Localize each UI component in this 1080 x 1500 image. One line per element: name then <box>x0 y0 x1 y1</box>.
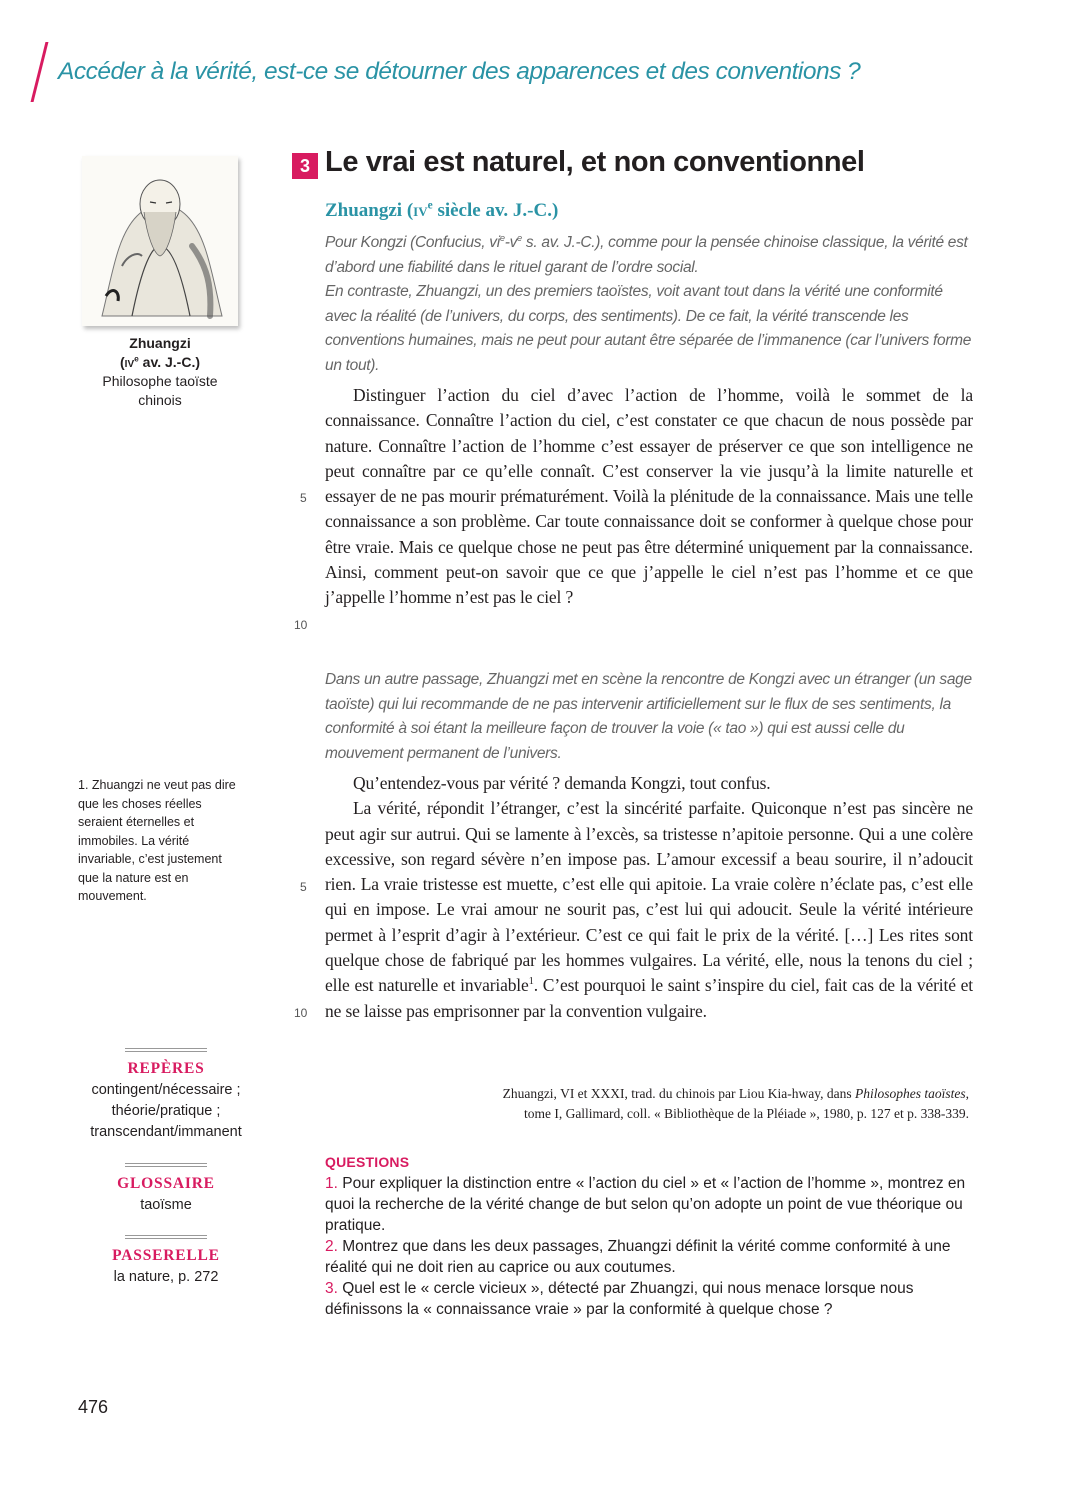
excerpt-1-paragraph: Distinguer l’action du ciel d’avec l’action de l’homme, voilà le sommet de la connaissance. Connaître l’action du ciel, c’est constater ce que chacun de nous possède par nature. Connaître l’action de l’homme c’est essayer de préserver ce que son intelligence ne peut connaître par ce qu’elle connaît. C’est conserver la vie jusqu’à la limite naturelle et essayer de ne pas mourir prématurément. Voilà la plénitude de la connaissance. Mais une telle connaissance a son problème. Car toute connaissance doit se conformer à quelque chose pour être vraie. Mais ce quelque chose ne peut pas être déterminé uniquement par la connaissance. Ainsi, comment peut-on savoir que ce que j’appelle le ciel n’est pas l’homme et ce que j’appelle l’homme n’est pas le ciel ? <box>325 385 973 608</box>
excerpt-2-answer-a: La vérité, répondit l’étranger, c’est la sincérité parfaite. Quiconque n’est pas sincère ne peut agir sur autrui. Qui se lamente à l’excès, sa tristesse n’apitoie personne. Qui a une colère excessive, son regard sévère n’en impose pas. L’amour excessif a beau sourire, il n’adoucit rien. La vraie tristesse est muette, c’est elle qui apitoie. La vraie colère n’éclate pas, c’est elle qui en impose. Le vrai amour ne sourit pas, c’est lui qui adoucit. Seule la vérité intérieure permet à l’esprit d’agir à l’extérieur. C’est ce qui fait le prix de la vérité. […] Les rites sont quelque chose de fabriqué par les hommes vulgaires. La vérité, elle, nous la tenons du ciel ; elle est naturelle et invariable <box>325 798 973 996</box>
question-text: Quel est le « cercle vicieux », détecté par Zhuangzi, qui nous menace lorsque nous définissons la « connaissance vraie » par la conformité à quelque chose ? <box>325 1280 914 1318</box>
caption-name: Zhuangzi <box>129 335 191 351</box>
glossaire-block <box>88 1163 244 1216</box>
intro1-text-b: s. av. J.-C.), comme pour la pensée chinoise classique, la vérité est d’abord une fiabilité dans le rituel garant de l’ordre social. <box>325 234 968 276</box>
excerpt-1 <box>325 383 973 611</box>
portrait-drawing <box>82 156 238 326</box>
header-accent-slash <box>31 42 49 102</box>
page-number: 476 <box>78 1397 109 1417</box>
author-century: iv <box>413 200 428 221</box>
source-book-title: Philosophes taoïstes <box>855 1086 966 1101</box>
caption-role-2: chinois <box>138 392 182 408</box>
source-text-b: , <box>965 1086 969 1101</box>
question-item <box>325 1236 975 1278</box>
intro1-text-a: Pour Kongzi (Confucius, <box>325 234 490 251</box>
question-number: 1. <box>325 1175 338 1192</box>
glossaire-item: taoïsme <box>140 1197 192 1213</box>
caption-date-suffix: av. J.-C.) <box>138 354 200 370</box>
question-text: Pour expliquer la distinction entre « l’action du ciel » et « l’action de l’homme », montrez en quoi la recherche de la vérité change de but selon qu’on adopte un point de vue théorique ou pratique. <box>325 1175 966 1234</box>
zhuangzi-portrait-icon <box>82 156 238 326</box>
intro-paragraph-1 <box>325 231 975 378</box>
divider <box>125 1163 207 1167</box>
author-heading <box>325 200 558 222</box>
line-number: 10 <box>294 1006 308 1020</box>
reperes-item: théorie/pratique ; <box>111 1103 221 1119</box>
source-text-a: Zhuangzi, VI et XXXI, trad. du chinois par Liou Kia-hway, dans <box>502 1086 855 1101</box>
question-number: 3. <box>325 1280 338 1297</box>
portrait-caption <box>80 334 240 410</box>
divider <box>125 1235 207 1239</box>
intro1-vi: vi <box>489 234 500 251</box>
caption-date <box>80 353 240 372</box>
excerpt-2-question: Qu’entendez-vous par vérité ? demanda Kongzi, tout confus. <box>353 773 771 793</box>
intro1-sup-1: e <box>499 232 505 243</box>
excerpt-2-answer-b: . C’est pourquoi le saint s’inspire du ciel, fait cas de la vérité et ne se laisse pas emprisonner par la convention vulgaire. <box>325 975 974 1021</box>
reperes-item: contingent/nécessaire ; <box>91 1082 241 1098</box>
line-number: 5 <box>300 880 307 894</box>
caption-date-prefix: ( <box>120 354 125 370</box>
caption-date-sup: e <box>134 353 139 364</box>
intro1-v: v <box>509 234 518 251</box>
caption-role-1: Philosophe taoïste <box>102 373 218 389</box>
section-number-badge: 3 <box>292 153 318 179</box>
question-number: 2. <box>325 1238 338 1255</box>
question-item <box>325 1173 975 1236</box>
glossaire-heading: GLOSSAIRE <box>117 1175 215 1192</box>
reperes-heading: REPÈRES <box>127 1060 205 1077</box>
author-name: Zhuangzi ( <box>325 200 414 221</box>
excerpt-2-answer <box>325 796 973 1024</box>
intro1-line1 <box>325 231 975 280</box>
question-item <box>325 1278 975 1320</box>
questions-heading: QUESTIONS <box>325 1154 410 1170</box>
intro1-line2: En contraste, Zhuangzi, un des premiers taoïstes, voit avant tout dans la vérité une conformité avec la réalité (de l’univers, du corps, des sentiments). De ce fait, la vérité transcende les conventions humaines, mais ne peut pour autant être séparée de l’immanence (car l’univers forme un tout). <box>325 283 972 374</box>
footnote-ref: 1 <box>528 976 534 988</box>
line-number: 10 <box>294 618 308 632</box>
passerelle-heading: PASSERELLE <box>112 1247 220 1264</box>
author-suffix: siècle av. J.-C.) <box>432 200 559 221</box>
reperes-item: transcendant/immanent <box>90 1124 242 1140</box>
section-title: Le vrai est naturel, et non conventionnel <box>325 146 865 178</box>
footnote: 1. Zhuangzi ne veut pas dire que les choses réelles seraient éternelles et immobiles. La vérité invariable, c’est justement que la nature est en mouvement. <box>78 778 236 903</box>
source-citation <box>325 1084 969 1124</box>
caption-date-num: iv <box>124 354 135 370</box>
excerpt-2 <box>325 771 973 1024</box>
author-century-sup: e <box>427 199 433 212</box>
chapter-question-title: Accéder à la vérité, est-ce se détourner des apparences et des conventions ? <box>58 58 861 85</box>
intro-paragraph-2: Dans un autre passage, Zhuangzi met en scène la rencontre de Kongzi avec un étranger (un sage taoïste) qui lui recommande de ne pas intervenir artificiellement sur le flux de ses sentiments, la conformité à soi étant la meilleure façon de trouver la voie (« tao ») qui est aussi celle du mouvement permanent de l’univers. <box>325 671 972 762</box>
intro1-sup-2: e <box>517 232 522 243</box>
line-number: 5 <box>300 491 307 505</box>
passerelle-block <box>88 1235 244 1288</box>
divider <box>125 1048 207 1052</box>
reperes-block <box>88 1048 244 1143</box>
questions-block <box>325 1152 975 1320</box>
intro1-dash: - <box>504 234 510 251</box>
source-line-1 <box>325 1084 969 1104</box>
passerelle-item: la nature, p. 272 <box>113 1269 219 1285</box>
question-text: Montrez que dans les deux passages, Zhuangzi définit la vérité comme conformité à une réalité qui ne doit rien au caprice ou aux coutumes. <box>325 1238 951 1276</box>
source-line-2: tome I, Gallimard, coll. « Bibliothèque de la Pléiade », 1980, p. 127 et p. 338-339. <box>523 1106 969 1121</box>
